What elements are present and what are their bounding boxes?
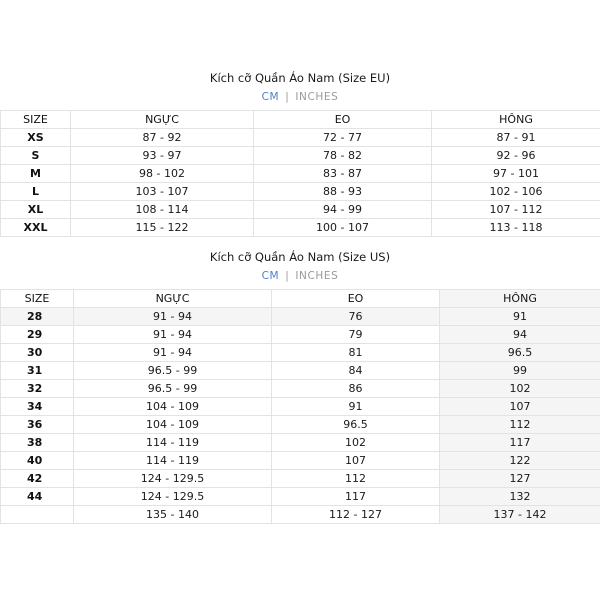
us-hip-cell: 122 <box>440 452 600 470</box>
us-chest-cell: 91 - 94 <box>74 344 272 362</box>
table-row <box>1 129 600 147</box>
us-size-cell: 42 <box>1 470 74 488</box>
table-row <box>1 416 600 434</box>
eu-hip-cell: 92 - 96 <box>432 147 600 165</box>
us-size-cell <box>1 506 74 524</box>
us-header-chest: NGỰC <box>74 290 272 308</box>
us-size-cell: 36 <box>1 416 74 434</box>
us-size-table <box>0 289 600 524</box>
eu-hip-cell: 113 - 118 <box>432 219 600 237</box>
us-waist-cell: 86 <box>272 380 440 398</box>
us-chest-cell: 114 - 119 <box>74 434 272 452</box>
us-hip-cell: 132 <box>440 488 600 506</box>
eu-waist-cell: 78 - 82 <box>254 147 432 165</box>
eu-header-chest: NGỰC <box>71 111 254 129</box>
us-waist-cell: 81 <box>272 344 440 362</box>
eu-unit-separator: | <box>285 91 290 103</box>
eu-header-hip: HÔNG <box>432 111 600 129</box>
eu-chest-cell: 98 - 102 <box>71 165 254 183</box>
eu-waist-cell: 100 - 107 <box>254 219 432 237</box>
us-waist-cell: 102 <box>272 434 440 452</box>
us-hip-cell: 127 <box>440 470 600 488</box>
eu-header-row <box>1 111 600 129</box>
us-waist-cell: 76 <box>272 308 440 326</box>
eu-waist-cell: 94 - 99 <box>254 201 432 219</box>
us-size-cell: 30 <box>1 344 74 362</box>
us-waist-cell: 107 <box>272 452 440 470</box>
us-unit-inches-button[interactable]: INCHES <box>295 270 339 282</box>
eu-size-cell: L <box>1 183 71 201</box>
table-row <box>1 201 600 219</box>
table-row <box>1 344 600 362</box>
table-row <box>1 147 600 165</box>
us-hip-cell: 91 <box>440 308 600 326</box>
us-header-row <box>1 290 600 308</box>
us-waist-cell: 96.5 <box>272 416 440 434</box>
us-chest-cell: 91 - 94 <box>74 308 272 326</box>
us-waist-cell: 112 - 127 <box>272 506 440 524</box>
eu-size-cell: XS <box>1 129 71 147</box>
table-row <box>1 452 600 470</box>
us-hip-cell: 112 <box>440 416 600 434</box>
us-waist-cell: 79 <box>272 326 440 344</box>
eu-header-waist: EO <box>254 111 432 129</box>
eu-waist-cell: 88 - 93 <box>254 183 432 201</box>
us-size-cell: 29 <box>1 326 74 344</box>
us-hip-cell: 117 <box>440 434 600 452</box>
us-chest-cell: 96.5 - 99 <box>74 380 272 398</box>
eu-unit-inches-button[interactable]: INCHES <box>295 91 339 103</box>
us-waist-cell: 117 <box>272 488 440 506</box>
table-row <box>1 165 600 183</box>
us-size-cell: 28 <box>1 308 74 326</box>
us-chest-cell: 104 - 109 <box>74 416 272 434</box>
table-row <box>1 362 600 380</box>
us-chest-cell: 135 - 140 <box>74 506 272 524</box>
table-row <box>1 308 600 326</box>
eu-hip-cell: 87 - 91 <box>432 129 600 147</box>
table-row <box>1 488 600 506</box>
table-row <box>1 326 600 344</box>
eu-unit-toggle <box>0 91 600 103</box>
us-section-title: Kích cỡ Quần Áo Nam (Size US) <box>209 250 391 264</box>
us-hip-cell: 96.5 <box>440 344 600 362</box>
eu-size-cell: S <box>1 147 71 165</box>
us-hip-cell: 99 <box>440 362 600 380</box>
us-size-cell: 40 <box>1 452 74 470</box>
eu-size-cell: XXL <box>1 219 71 237</box>
us-header-waist: EO <box>272 290 440 308</box>
table-row <box>1 506 600 524</box>
us-hip-cell: 137 - 142 <box>440 506 600 524</box>
us-waist-cell: 84 <box>272 362 440 380</box>
us-hip-cell: 107 <box>440 398 600 416</box>
us-chest-cell: 104 - 109 <box>74 398 272 416</box>
eu-hip-cell: 107 - 112 <box>432 201 600 219</box>
us-size-cell: 38 <box>1 434 74 452</box>
us-size-cell: 31 <box>1 362 74 380</box>
eu-waist-cell: 83 - 87 <box>254 165 432 183</box>
us-chest-cell: 114 - 119 <box>74 452 272 470</box>
us-waist-cell: 112 <box>272 470 440 488</box>
table-row <box>1 398 600 416</box>
us-hip-cell: 94 <box>440 326 600 344</box>
table-row <box>1 219 600 237</box>
eu-size-cell: M <box>1 165 71 183</box>
eu-size-table <box>0 110 600 237</box>
us-unit-toggle <box>0 270 600 282</box>
eu-header-size: SIZE <box>1 111 71 129</box>
table-row <box>1 434 600 452</box>
us-chest-cell: 96.5 - 99 <box>74 362 272 380</box>
eu-unit-cm-button[interactable]: CM <box>261 91 280 103</box>
us-header-hip: HÔNG <box>440 290 600 308</box>
eu-size-cell: XL <box>1 201 71 219</box>
us-size-cell: 44 <box>1 488 74 506</box>
us-size-cell: 32 <box>1 380 74 398</box>
us-chest-cell: 124 - 129.5 <box>74 470 272 488</box>
us-header-size: SIZE <box>1 290 74 308</box>
eu-waist-cell: 72 - 77 <box>254 129 432 147</box>
table-row <box>1 183 600 201</box>
eu-hip-cell: 102 - 106 <box>432 183 600 201</box>
table-row <box>1 470 600 488</box>
us-waist-cell: 91 <box>272 398 440 416</box>
table-row <box>1 380 600 398</box>
eu-chest-cell: 87 - 92 <box>71 129 254 147</box>
eu-chest-cell: 103 - 107 <box>71 183 254 201</box>
us-chest-cell: 124 - 129.5 <box>74 488 272 506</box>
us-unit-separator: | <box>285 270 290 282</box>
eu-section-title: Kích cỡ Quần Áo Nam (Size EU) <box>209 71 391 85</box>
eu-chest-cell: 108 - 114 <box>71 201 254 219</box>
us-chest-cell: 91 - 94 <box>74 326 272 344</box>
eu-hip-cell: 97 - 101 <box>432 165 600 183</box>
us-hip-cell: 102 <box>440 380 600 398</box>
us-unit-cm-button[interactable]: CM <box>261 270 280 282</box>
eu-chest-cell: 115 - 122 <box>71 219 254 237</box>
us-size-cell: 34 <box>1 398 74 416</box>
eu-chest-cell: 93 - 97 <box>71 147 254 165</box>
